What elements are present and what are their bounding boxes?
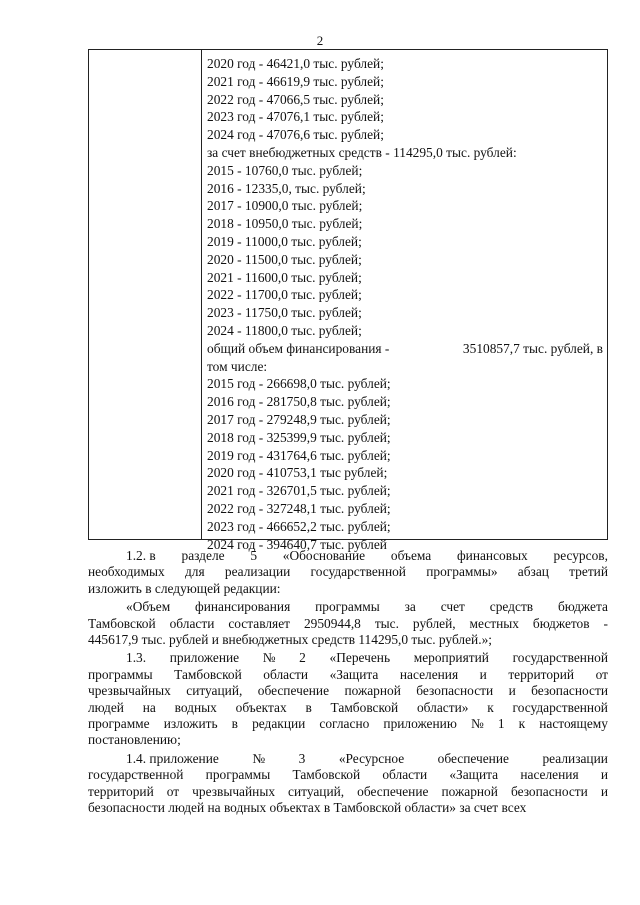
word: редакции (252, 716, 306, 732)
word: к (518, 716, 526, 732)
word: разделе (181, 548, 225, 563)
word: бюджета (557, 599, 608, 615)
table-line: том числе: (207, 358, 268, 374)
table-line: 2021 год - 46619,9 тыс. рублей; (207, 73, 384, 89)
word: за (404, 599, 416, 615)
word: населения (399, 666, 459, 682)
word: приложению (383, 716, 457, 732)
word: № (470, 716, 484, 732)
word: чрезвычайных ситуаций, обеспечение пожарной безопасности и безопасности (88, 683, 608, 699)
para-line (88, 564, 608, 580)
para-line: постановлению; (88, 732, 181, 748)
word: государственной программы Тамбовской области «Защита населения и (88, 767, 608, 783)
para-line (88, 599, 608, 615)
table-line: 2020 - 11500,0 тыс. рублей; (207, 251, 362, 267)
word: от (595, 666, 608, 682)
table-line: 2021 - 11600,0 тыс. рублей; (207, 269, 362, 285)
word: «Защита (329, 666, 379, 682)
financing-table (88, 49, 608, 552)
total-value: 3510857,7 тыс. рублей, в (462, 340, 603, 356)
word: области (263, 666, 309, 682)
word: государственной (512, 650, 608, 666)
para-line (88, 767, 608, 783)
word: счет (440, 599, 465, 615)
word: изложить (163, 716, 218, 732)
paragraph-1-3 (88, 650, 608, 748)
financing-cell (207, 55, 603, 553)
table-line: 2024 - 11800,0 тыс. рублей; (207, 322, 362, 338)
para-line (88, 716, 608, 732)
para-line (88, 616, 608, 632)
table-line: 2020 год - 46421,0 тыс. рублей; (207, 56, 384, 71)
para-line (88, 667, 608, 683)
word: ресурсов, (553, 548, 608, 563)
year-line: 2015 год - 266698,0 тыс. рублей; (207, 376, 391, 392)
para-line (88, 700, 608, 716)
word: на (142, 699, 156, 715)
para-line: изложить в следующей редакции: (88, 580, 281, 596)
word: водных (174, 699, 217, 715)
word: объема (390, 548, 432, 563)
word: 1 (497, 716, 505, 732)
word: территорий от чрезвычайных ситуаций, обеспечение пожарной безопасности и (88, 783, 608, 799)
year-line: 2022 год - 327248,1 тыс. рублей; (207, 500, 391, 516)
word: «Перечень (329, 650, 391, 666)
word: согласно (319, 716, 370, 732)
word: и (479, 666, 487, 682)
word: финансовых (456, 548, 528, 563)
word: настоящему (539, 716, 608, 732)
word: финансирования (195, 599, 291, 615)
word: 2 (299, 650, 306, 666)
paragraph-1-2 (88, 548, 608, 597)
table-line: 2024 год - 47076,6 тыс. рублей; (207, 127, 384, 143)
word: в (231, 716, 238, 732)
table-line: за счет внебюджетных средств - 114295,0 тыс. рублей: (207, 144, 517, 160)
para-line: 445617,9 тыс. рублей и внебюджетных средств 114295,0 тыс. рублей.»; (88, 632, 492, 648)
word: 1.2. в (126, 548, 156, 563)
table-line: 2022 год - 47066,5 тыс. рублей; (207, 91, 384, 107)
table-line: 2023 год - 47076,1 тыс. рублей; (207, 109, 384, 125)
table-line: 2023 - 11750,0 тыс. рублей; (207, 305, 362, 321)
word: программы (88, 666, 153, 682)
para-line (88, 751, 608, 767)
total-label: общий объем финансирования - (207, 340, 390, 356)
word: «Обоснование (282, 548, 366, 563)
word: 3 (298, 750, 306, 766)
word: объектах (235, 699, 287, 715)
table-line: 2017 - 10900,0 тыс. рублей; (207, 198, 363, 214)
table-line: 2015 - 10760,0 тыс. рублей; (207, 162, 363, 178)
word: 5 (250, 548, 258, 563)
word: 1.3. (126, 650, 147, 666)
word: № (262, 650, 276, 666)
word: программе (88, 716, 150, 732)
word: № (252, 750, 266, 766)
word: средств (489, 599, 534, 615)
table-line: 2022 - 11700,0 тыс. рублей; (207, 287, 362, 303)
year-line: 2021 год - 326701,5 тыс. рублей; (207, 483, 391, 499)
word: «Ресурсное (338, 750, 405, 766)
word: обеспечение (437, 750, 509, 766)
table-line: 2019 - 11000,0 тыс. рублей; (207, 233, 362, 249)
word: программы (315, 599, 380, 615)
word: территорий (508, 666, 575, 682)
para-line (88, 650, 608, 666)
year-line: 2018 год - 325399,9 тыс. рублей; (207, 429, 391, 445)
document-body (88, 548, 608, 817)
word: области» (416, 699, 469, 715)
table-line: 2018 - 10950,0 тыс. рублей; (207, 216, 363, 232)
page-number: 2 (316, 33, 324, 48)
word: государственной (512, 699, 608, 715)
year-line: 2020 год - 410753,1 тыс рублей; (207, 465, 388, 481)
para-line (88, 784, 608, 800)
word: Тамбовской (330, 699, 399, 715)
total-line (207, 340, 603, 358)
year-line: 2024 год - 394640,7 тыс. рублей (207, 536, 387, 552)
year-line: 2016 год - 281750,8 тыс. рублей; (207, 394, 391, 410)
para-line (88, 548, 608, 564)
word: реализации (542, 750, 608, 766)
word: 1.4. приложение (126, 750, 219, 766)
word: мероприятий (413, 650, 489, 666)
table-line: 2016 - 12335,0, тыс. рублей; (207, 180, 366, 196)
para-line (88, 683, 608, 699)
word: людей (88, 699, 124, 715)
year-line: 2017 год - 279248,9 тыс. рублей; (207, 411, 391, 427)
word: «Объем (126, 599, 171, 615)
word: Тамбовской (174, 666, 242, 682)
year-line: 2023 год - 466652,2 тыс. рублей; (207, 518, 391, 534)
word: приложение (169, 650, 240, 666)
year-line: 2019 год - 431764,6 тыс. рублей; (207, 447, 391, 463)
word: необходимых для реализации государственной программы» абзац третий (88, 564, 608, 580)
para-line: безопасности людей на водных объектах в Тамбовской области» за счет всех (88, 800, 527, 816)
paragraph-quote (88, 599, 608, 648)
word: к (487, 699, 494, 715)
word: Тамбовской области составляет 2950944,8 тыс. рублей, местных бюджетов - (88, 615, 608, 631)
table-column-divider (201, 50, 202, 539)
word: в (305, 699, 312, 715)
paragraph-1-4 (88, 751, 608, 817)
